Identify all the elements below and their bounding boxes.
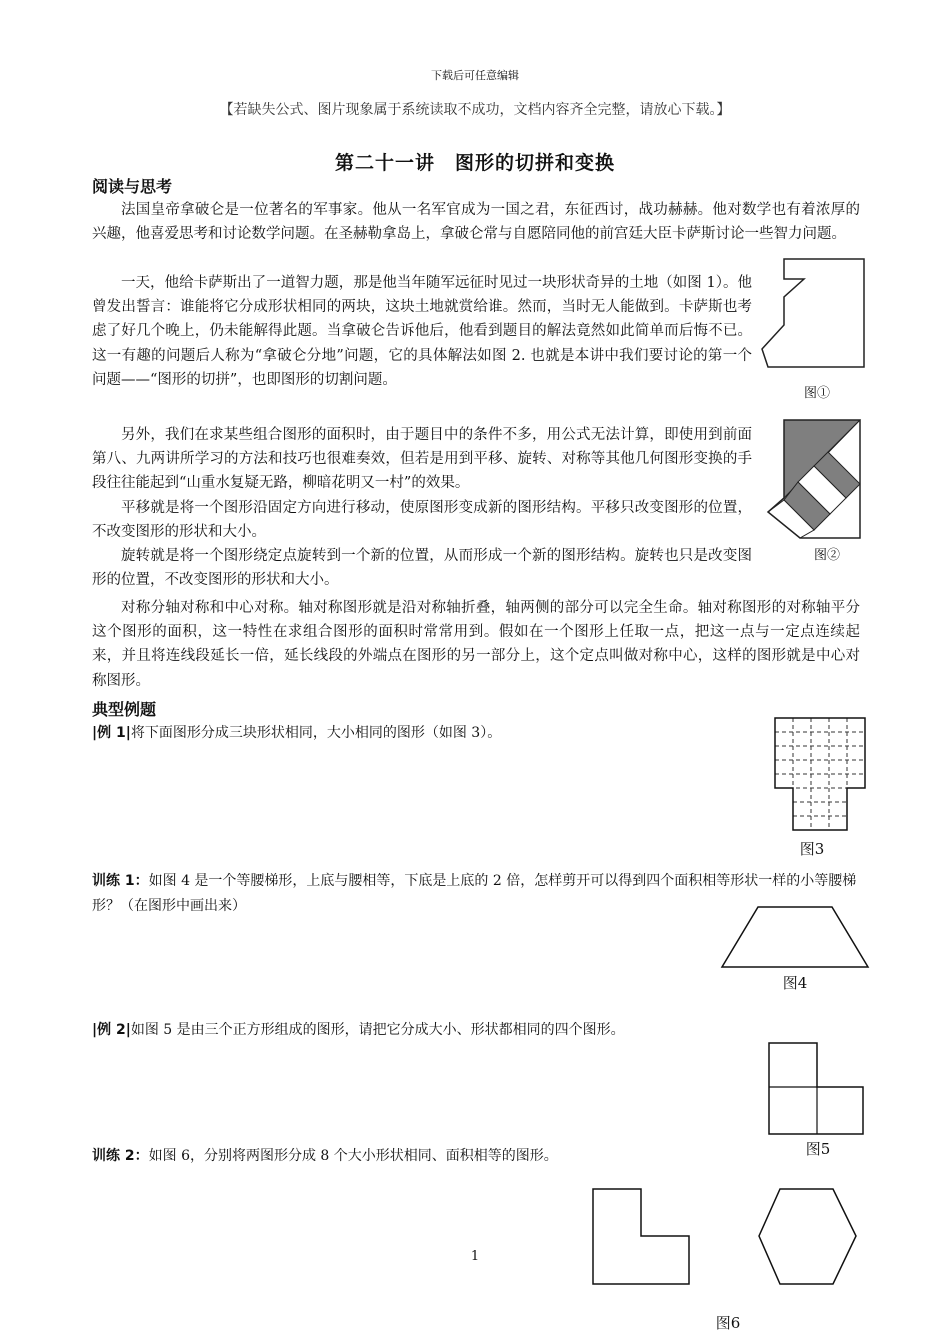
- figure-1-land-shape: [760, 255, 870, 385]
- paragraph-rotation: 旋转就是将一个图形绕定点旋转到一个新的位置，从而形成一个新的图形结构。旋转也只是改变图形的位置，不改变图形的形状和大小。: [92, 548, 752, 589]
- paragraph-napoleon-puzzle: 一天，他给卡萨斯出了一道智力题，那是他当年随军远征时见过一块形状奇异的土地（如图 1）。他曾发出誓言：谁能将它分成形状相同的两块，这块土地就赏给谁。然而，当时无人能做到。卡萨斯也考虑了好几个晚上，仍未能解得此题。当拿破仑告诉他后，他看到题目的解法竟然如此简单而后悔不已。这一有趣的问题后人称为“拿破仑分地”问题，它的具体解法如图 2. 也就是本讲中我们要讨论的第一个问题——“图形的切拼”，也即图形的切割问题。: [92, 275, 752, 388]
- example-2: [92, 1018, 792, 1043]
- notice-banner: 【若缺失公式、图片现象属于系统读取不成功，文档内容齐全完整，请放心下载。】: [219, 102, 731, 118]
- page-title: 第二十一讲 图形的切拼和变换: [334, 152, 615, 174]
- training-2-text: 如图 6，分别将两图形分成 8 个大小形状相同、面积相等的图形。: [148, 1148, 558, 1164]
- training-2: [92, 1144, 752, 1169]
- training-1-text: 如图 4 是一个等腰梯形，上底与腰相等，下底是上底的 2 倍，怎样剪开可以得到四个面积相等形状一样的小等腰梯形？（在图形中画出来）: [92, 873, 857, 914]
- figure-1-caption: 图①: [803, 386, 830, 401]
- training-1-label: 训练 1：: [92, 873, 149, 889]
- page-number: 1: [470, 1249, 480, 1264]
- figure-4-caption: 图4: [782, 974, 808, 992]
- example-2-label: |例 2|: [92, 1022, 131, 1038]
- paragraph-symmetry: 对称分轴对称和中心对称。轴对称图形就是沿对称轴折叠，轴两侧的部分可以完全生命。轴对称图形的对称轴平分这个图形的面积，这一特性在求组合图形的面积时常常用到。假如在一个图形上任取一点，把这一点与一定点连续起来，并且将连线段延长一倍，延长线段的外端点在图形的另一部分上，这个定点叫做对称中心，这样的图形就是中心对称图形。: [92, 600, 860, 689]
- example-1-label: |例 1|: [92, 725, 131, 741]
- figure-2-solution: [764, 418, 870, 542]
- section-heading-examples: 典型例题: [92, 700, 157, 719]
- paragraph-napoleon-intro: 法国皇帝拿破仑是一位著名的军事家。他从一名军官成为一国之君，东征西讨，战功赫赫。他对数学也有着浓厚的兴趣，他喜爱思考和讨论数学问题。在圣赫勒拿岛上，拿破仑常与自愿陪同他的前宫廷大臣卡萨斯讨论一些智力问题。: [92, 202, 860, 243]
- reading-p1-block: [92, 198, 860, 246]
- example-1: [92, 721, 732, 746]
- figure-4-trapezoid: [720, 905, 870, 969]
- figure-5-three-squares: [768, 1042, 866, 1136]
- figure-6-caption: 图6: [715, 1314, 741, 1332]
- reading-p2-block: [92, 271, 752, 392]
- figure-3-grid-shape: [775, 718, 867, 834]
- figure-6-hexagon: [758, 1188, 858, 1288]
- example-2-text: 如图 5 是由三个正方形组成的图形，请把它分成大小、形状都相同的四个图形。: [130, 1022, 625, 1038]
- figure-6-l-shape: [592, 1188, 692, 1286]
- figure-2-caption: 图②: [813, 548, 840, 563]
- training-2-label: 训练 2：: [92, 1148, 149, 1164]
- paragraph-translation: 平移就是将一个图形沿固定方向进行移动，使原图形变成新的图形结构。平移只改变图形的位置，不改变图形的形状和大小。: [92, 499, 752, 540]
- reading-p3-block: [92, 423, 752, 592]
- paragraph-transformations: 另外，我们在求某些组合图形的面积时，由于题目中的条件不多，用公式无法计算，即使用到前面第八、九两讲所学习的方法和技巧也很难奏效，但若是用到平移、旋转、对称等其他几何图形变换的手段往往能起到“山重水复疑无路，柳暗花明又一村”的效果。: [92, 427, 752, 492]
- reading-p6-block: [92, 596, 860, 693]
- example-1-text: 将下面图形分成三块形状相同，大小相同的图形（如图 3）。: [130, 725, 502, 741]
- figure-5-caption: 图5: [805, 1140, 831, 1158]
- top-note: 下载后可任意编辑: [431, 69, 519, 82]
- figure-3-caption: 图3: [799, 840, 825, 858]
- section-heading-reading: 阅读与思考: [92, 177, 173, 196]
